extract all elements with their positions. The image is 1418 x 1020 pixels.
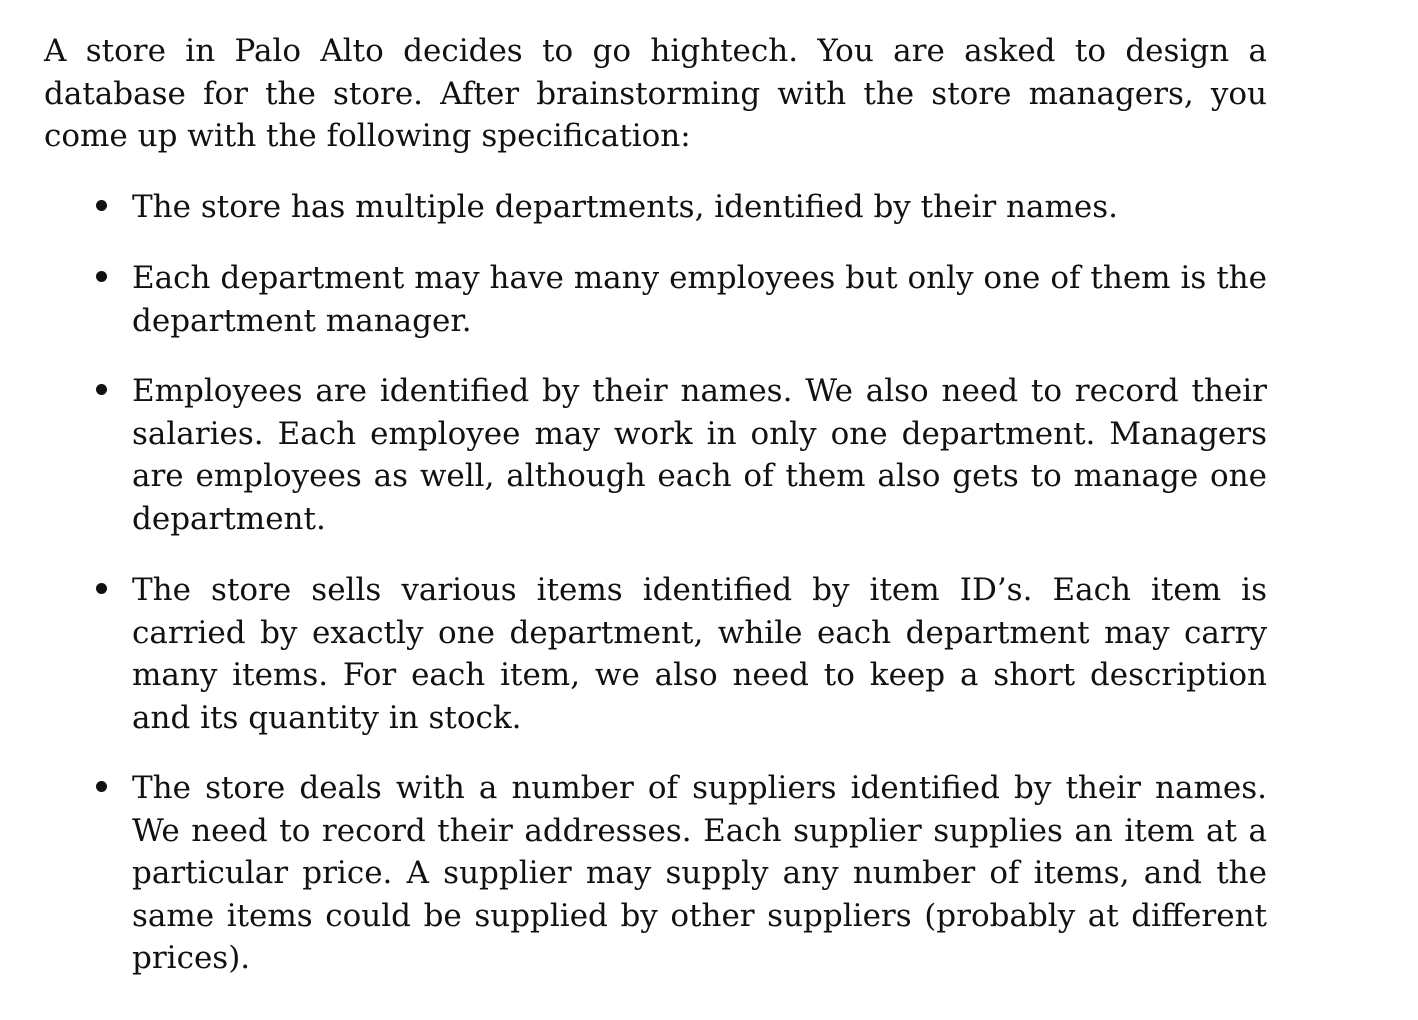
list-item-text: The store sells various items identified by item ID’s. Each item is carried by exactly one department, while each department may carry many items. For each item, we also need to keep a short description and its quantity in stock. <box>132 572 1267 736</box>
list-item <box>132 370 1267 540</box>
list-item <box>132 257 1267 342</box>
list-item-text: The store deals with a number of suppliers identified by their names. We need to record their addresses. Each supplier supplies an item at a particular price. A supplier may supply any number of items, and the same items could be supplied by other suppliers (probably at different prices). <box>132 770 1267 976</box>
intro-paragraph: A store in Palo Alto decides to go hightech. You are asked to design a database for the store. After brainstorming with the store managers, you come up with the following specification: <box>44 33 1267 154</box>
bullet-icon <box>96 583 107 594</box>
list-item <box>132 569 1267 739</box>
list-item <box>132 186 1267 229</box>
bullet-icon <box>96 200 107 211</box>
list-item <box>132 767 1267 980</box>
list-item-text: The store has multiple departments, identified by their names. <box>132 189 1118 225</box>
list-item-text: Each department may have many employees but only one of them is the department manager. <box>132 260 1267 339</box>
bullet-icon <box>96 271 107 282</box>
bullet-icon <box>96 384 107 395</box>
list-item-text: Employees are identified by their names. We also need to record their salaries. Each employee may work in only one department. Managers are employees as well, although each of them also gets to manage one department. <box>132 373 1267 537</box>
bullet-icon <box>96 781 107 792</box>
